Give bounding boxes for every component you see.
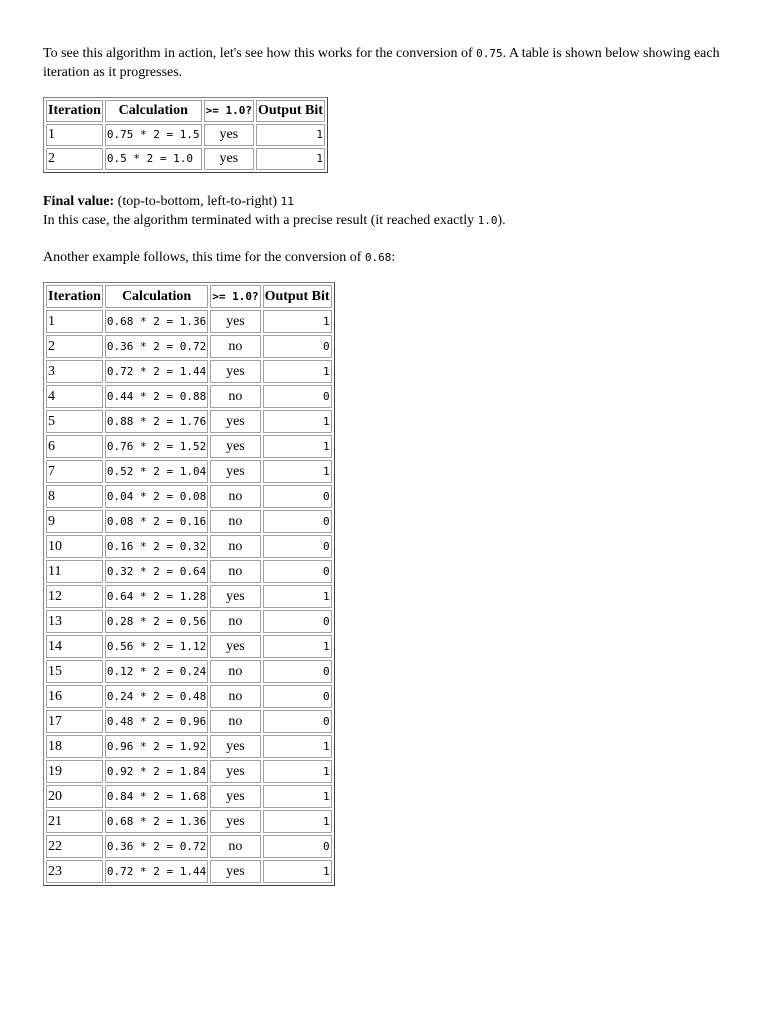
cell-check: yes <box>210 435 260 458</box>
cell-check: yes <box>210 860 260 883</box>
cell-iteration: 8 <box>46 485 103 508</box>
intro-paragraph <box>43 44 733 82</box>
cell-calculation: 0.48 * 2 = 0.96 <box>105 710 208 733</box>
cell-output-bit: 1 <box>263 860 332 883</box>
cell-output-bit: 0 <box>263 510 332 533</box>
cell-iteration: 3 <box>46 360 103 383</box>
cell-check: yes <box>210 410 260 433</box>
table-row <box>46 785 332 808</box>
cell-output-bit: 1 <box>263 760 332 783</box>
cell-iteration: 1 <box>46 310 103 333</box>
intro-text: To see this algorithm in action, let's see how this works for the conversion of <box>43 46 477 61</box>
cell-calculation: 0.72 * 2 = 1.44 <box>105 360 208 383</box>
cell-check: yes <box>210 760 260 783</box>
cell-output-bit: 1 <box>263 310 332 333</box>
cell-calculation: 0.12 * 2 = 0.24 <box>105 660 208 683</box>
table-row <box>46 410 332 433</box>
cell-iteration: 18 <box>46 735 103 758</box>
cell-check: no <box>210 385 260 408</box>
cell-output-bit: 1 <box>263 735 332 758</box>
final-value-text: (top-to-bottom, left-to-right) <box>114 194 281 209</box>
cell-iteration: 1 <box>46 124 103 146</box>
cell-iteration: 23 <box>46 860 103 883</box>
cell-output-bit: 0 <box>263 660 332 683</box>
header-output-bit: Output Bit <box>256 100 325 122</box>
cell-calculation: 0.28 * 2 = 0.56 <box>105 610 208 633</box>
cell-check: no <box>210 485 260 508</box>
cell-output-bit: 0 <box>263 335 332 358</box>
final-explanation-after: ). <box>497 213 506 228</box>
cell-iteration: 19 <box>46 760 103 783</box>
header-iteration: Iteration <box>46 100 103 122</box>
table-body <box>46 310 332 883</box>
cell-iteration: 2 <box>46 335 103 358</box>
conversion-table-0-75 <box>43 97 328 173</box>
table-row <box>46 435 332 458</box>
cell-check: yes <box>204 148 254 170</box>
table-row <box>46 335 332 358</box>
table-row <box>46 124 325 146</box>
cell-check: yes <box>210 785 260 808</box>
cell-output-bit: 1 <box>256 124 325 146</box>
cell-check: yes <box>210 360 260 383</box>
table-row <box>46 810 332 833</box>
final-value-code: 11 <box>280 195 294 208</box>
table-row <box>46 610 332 633</box>
table-row <box>46 485 332 508</box>
final-explanation-text: In this case, the algorithm terminated with a precise result (it reached exactly <box>43 213 478 228</box>
intro-value-code: 0.75 <box>476 47 503 60</box>
table-row <box>46 660 332 683</box>
table-row <box>46 310 332 333</box>
table-row <box>46 585 332 608</box>
cell-calculation: 0.16 * 2 = 0.32 <box>105 535 208 558</box>
final-value-line <box>43 192 733 211</box>
cell-iteration: 7 <box>46 460 103 483</box>
table-header-row <box>46 285 332 308</box>
header-calculation: Calculation <box>105 100 202 122</box>
cell-check: no <box>210 685 260 708</box>
header-output-bit: Output Bit <box>263 285 332 308</box>
table-row <box>46 360 332 383</box>
table-row <box>46 385 332 408</box>
another-text-after: : <box>391 250 396 265</box>
cell-check: yes <box>210 310 260 333</box>
another-value-code: 0.68 <box>364 251 392 264</box>
another-text: Another example follows, this time for the conversion of <box>43 250 365 265</box>
table-row <box>46 148 325 170</box>
cell-calculation: 0.08 * 2 = 0.16 <box>105 510 208 533</box>
cell-output-bit: 0 <box>263 610 332 633</box>
cell-calculation: 0.88 * 2 = 1.76 <box>105 410 208 433</box>
cell-check: no <box>210 835 260 858</box>
cell-iteration: 16 <box>46 685 103 708</box>
cell-output-bit: 1 <box>263 810 332 833</box>
cell-calculation: 0.92 * 2 = 1.84 <box>105 760 208 783</box>
cell-output-bit: 1 <box>263 635 332 658</box>
cell-iteration: 22 <box>46 835 103 858</box>
cell-output-bit: 1 <box>263 785 332 808</box>
table-row <box>46 510 332 533</box>
final-explanation-code: 1.0 <box>477 214 498 227</box>
cell-iteration: 17 <box>46 710 103 733</box>
cell-check: no <box>210 610 260 633</box>
cell-calculation: 0.72 * 2 = 1.44 <box>105 860 208 883</box>
cell-output-bit: 1 <box>263 435 332 458</box>
cell-calculation: 0.24 * 2 = 0.48 <box>105 685 208 708</box>
cell-iteration: 15 <box>46 660 103 683</box>
cell-check: no <box>210 510 260 533</box>
cell-check: no <box>210 660 260 683</box>
header-check: >= 1.0? <box>204 100 254 122</box>
cell-calculation: 0.04 * 2 = 0.08 <box>105 485 208 508</box>
cell-calculation: 0.68 * 2 = 1.36 <box>105 810 208 833</box>
cell-calculation: 0.5 * 2 = 1.0 <box>105 148 202 170</box>
cell-iteration: 13 <box>46 610 103 633</box>
table-row <box>46 735 332 758</box>
table-header-row <box>46 100 325 122</box>
header-iteration: Iteration <box>46 285 103 308</box>
cell-check: yes <box>210 810 260 833</box>
table-row <box>46 760 332 783</box>
cell-iteration: 5 <box>46 410 103 433</box>
final-explanation-line <box>43 211 733 230</box>
cell-iteration: 14 <box>46 635 103 658</box>
cell-check: yes <box>210 585 260 608</box>
final-value-block <box>43 192 733 230</box>
cell-iteration: 20 <box>46 785 103 808</box>
cell-calculation: 0.84 * 2 = 1.68 <box>105 785 208 808</box>
cell-iteration: 2 <box>46 148 103 170</box>
cell-check: yes <box>210 735 260 758</box>
table-row <box>46 635 332 658</box>
cell-output-bit: 0 <box>263 535 332 558</box>
conversion-table-0-68 <box>43 282 335 886</box>
cell-check: yes <box>204 124 254 146</box>
cell-calculation: 0.52 * 2 = 1.04 <box>105 460 208 483</box>
cell-iteration: 21 <box>46 810 103 833</box>
cell-calculation: 0.76 * 2 = 1.52 <box>105 435 208 458</box>
cell-iteration: 4 <box>46 385 103 408</box>
final-value-label: Final value: <box>43 194 115 209</box>
cell-iteration: 11 <box>46 560 103 583</box>
cell-calculation: 0.75 * 2 = 1.5 <box>105 124 202 146</box>
table-row <box>46 835 332 858</box>
table-row <box>46 560 332 583</box>
cell-calculation: 0.44 * 2 = 0.88 <box>105 385 208 408</box>
cell-iteration: 6 <box>46 435 103 458</box>
table-row <box>46 535 332 558</box>
cell-output-bit: 1 <box>256 148 325 170</box>
cell-output-bit: 0 <box>263 560 332 583</box>
cell-check: no <box>210 335 260 358</box>
cell-output-bit: 0 <box>263 485 332 508</box>
cell-output-bit: 1 <box>263 410 332 433</box>
cell-calculation: 0.32 * 2 = 0.64 <box>105 560 208 583</box>
table-row <box>46 685 332 708</box>
cell-iteration: 9 <box>46 510 103 533</box>
table-body <box>46 124 325 170</box>
another-example-paragraph <box>43 248 733 267</box>
cell-calculation: 0.36 * 2 = 0.72 <box>105 335 208 358</box>
cell-calculation: 0.64 * 2 = 1.28 <box>105 585 208 608</box>
table-row <box>46 710 332 733</box>
table-row <box>46 460 332 483</box>
cell-output-bit: 0 <box>263 835 332 858</box>
cell-calculation: 0.56 * 2 = 1.12 <box>105 635 208 658</box>
cell-output-bit: 1 <box>263 360 332 383</box>
cell-check: yes <box>210 635 260 658</box>
header-calculation: Calculation <box>105 285 208 308</box>
cell-check: no <box>210 560 260 583</box>
cell-output-bit: 0 <box>263 685 332 708</box>
cell-calculation: 0.96 * 2 = 1.92 <box>105 735 208 758</box>
cell-output-bit: 1 <box>263 460 332 483</box>
cell-output-bit: 1 <box>263 585 332 608</box>
cell-calculation: 0.68 * 2 = 1.36 <box>105 310 208 333</box>
cell-iteration: 10 <box>46 535 103 558</box>
cell-check: no <box>210 535 260 558</box>
header-check: >= 1.0? <box>210 285 260 308</box>
cell-check: no <box>210 710 260 733</box>
cell-output-bit: 0 <box>263 385 332 408</box>
cell-iteration: 12 <box>46 585 103 608</box>
table-row <box>46 860 332 883</box>
intro-text-after: . A table is shown below showing each iteration as it progresses. <box>43 46 720 80</box>
cell-check: yes <box>210 460 260 483</box>
cell-output-bit: 0 <box>263 710 332 733</box>
cell-calculation: 0.36 * 2 = 0.72 <box>105 835 208 858</box>
